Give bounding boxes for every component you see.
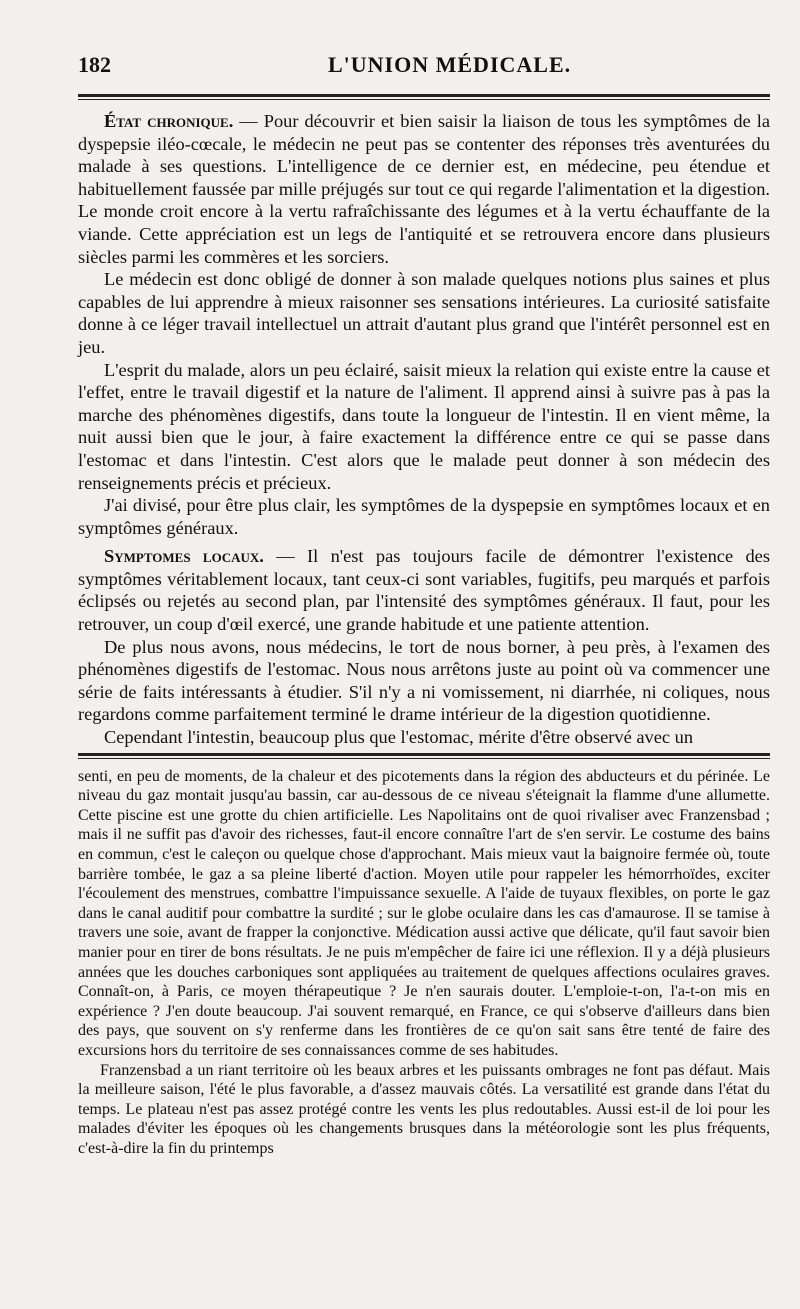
feuilleton-body — [78, 767, 770, 1159]
section-heading-symptomes-locaux: Symptomes locaux. — [104, 546, 264, 567]
paragraph-etat-chronique — [78, 110, 770, 268]
paragraph-text: — Pour découvrir et bien saisir la liaison de tous les symptômes de la dyspepsie iléo-cœcale, le médecin ne peut pas se contenter des réponses très aventurées du malade à ses questions. L'intelligence de ce dernier est, en médecine, peu étendue et habituellement faussée par mille préjugés sur tout ce qui regarde l'alimentation et la digestion. Le monde croit encore à la vertu rafraîchissante des légumes et à la vertu échauffante de la viande. Cette appréciation est un legs de l'antiquité et se retrouvera encore dans plusieurs siècles parmi les commères et les sorciers. — [78, 111, 770, 267]
article-body — [78, 110, 770, 749]
header-rule — [78, 94, 770, 97]
paragraph-text: — Il n'est pas toujours facile de démontrer l'existence des symptômes véritablement locaux, tant ceux-ci sont variables, fugitifs, peu marqués et parfois éclipsés ou rejetés au second plan, par l'intensité des symptômes généraux. Il faut, pour les retrouver, un coup d'œil exercé, une grande habitude et une patiente attention. — [78, 546, 770, 635]
paragraph: L'esprit du malade, alors un peu éclairé, saisit mieux la relation qui existe entre la cause et l'effet, entre le travail digestif et la nature de l'aliment. Il apprend ainsi à suivre pas à pas la marche des phénomènes digestifs, dans toute la longueur de l'intestin. Il en vient même, la nuit aussi bien que le jour, à faire exactement la différence entre ce qui se passe dans l'estomac et dans l'intestin. C'est alors que le malade peut donner à son médecin des renseignements précis et précieux. — [78, 359, 770, 493]
page-number: 182 — [78, 52, 111, 77]
paragraph: De plus nous avons, nous médecins, le tort de nous borner, à peu près, à l'examen des phénomènes digestifs de l'estomac. Nous nous arrêtons juste au point où va commencer une série de faits intéressants à étudier. S'il n'y a ni vomissement, ni diarrhée, ni coliques, nous regardons comme parfaitement terminé le drame intérieur de la digestion quotidienne. — [78, 636, 770, 725]
running-title: L'UNION MÉDICALE. — [328, 52, 572, 77]
paragraph: Le médecin est donc obligé de donner à son malade quelques notions plus saines et plus capables de lui apprendre à mieux raisonner ses sensations intérieures. La curiosité satisfaite donne à ce léger travail intellectuel un attrait d'autant plus grand que l'intérêt personnel est en jeu. — [78, 269, 770, 357]
section-heading-etat-chronique: État chronique. — [104, 111, 234, 131]
feuilleton-rule-thin — [78, 758, 770, 759]
feuilleton-rule — [78, 753, 770, 756]
paragraph: Cependant l'intestin, beaucoup plus que l'estomac, mérite d'être observé avec un — [104, 727, 694, 748]
header-rule-thin — [78, 99, 770, 100]
paragraph: J'ai divisé, pour être plus clair, les symptômes de la dyspepsie en symptômes locaux et en symptômes généraux. — [78, 495, 770, 538]
feuilleton-paragraph: Franzensbad a un riant territoire où les beaux arbres et les puissants ombrages ne font pas défaut. Mais la meilleure saison, l'été le plus favorable, a d'assez mauvais côtés. La versatilité est grande dans l'état du temps. Le plateau n'est pas assez protégé contre les vents les plus redoutables. Aussi est-il de loi pour les malades d'éviter les époques où les changements brusques dans la météorologie sont les plus fréquents, c'est-à-dire la fin du printemps — [78, 1061, 770, 1157]
paragraph-symptomes-locaux — [78, 545, 770, 635]
feuilleton-paragraph: senti, en peu de moments, de la chaleur et des picotements dans la région des abducteurs et du périnée. Le niveau du gaz montait jusqu'au bassin, car au-dessous de ce niveau s'éteignait la flamme d'une allumette. Cette piscine est une grotte du chien artificielle. Les Napolitains ont de quoi rivaliser avec Franzensbad ; mais il ne suffit pas d'avoir des richesses, faut-il encore connaître l'art de s'en servir. Le costume des bains en commun, c'est le caleçon ou quelque chose d'approchant. Mais mieux vaut la baignoire fermée où, toute barrière tombée, le gaz a sa pleine liberté d'action. Moyen utile pour rappeler les hémorrhoïdes, exciter l'écoulement des menstrues, combattre l'impuissance sexuelle. A l'aide de tuyaux flexibles, on porte le gaz dans le canal auditif pour combattre la surdité ; sur le globe oculaire dans les cas d'amaurose. Il se tamise à travers une soie, avant de frapper la conjonctive. Médication aussi active que délicate, qu'il faut savoir bien manier pour en tirer de bons résultats. Je ne puis m'empêcher de faire ici une réflexion. Il y a déjà plusieurs années que les douches carboniques sont appliquées au traitement de quelques affections oculaires graves. Connaît-on, à Paris, ce moyen thérapeutique ? Je n'en saurais douter. L'emploie-t-on, l'a-t-on mis en expérience ? J'en doute beaucoup. J'ai souvent remarqué, en France, ce qui s'observe d'ailleurs dans bien des pays, que souvent on s'y renferme dans les frontières de ce qu'on sait sans être tenté de faire des excursions hors du territoire de ses connaissances comme de ses habitudes. — [78, 767, 770, 1059]
page-header — [78, 52, 770, 88]
